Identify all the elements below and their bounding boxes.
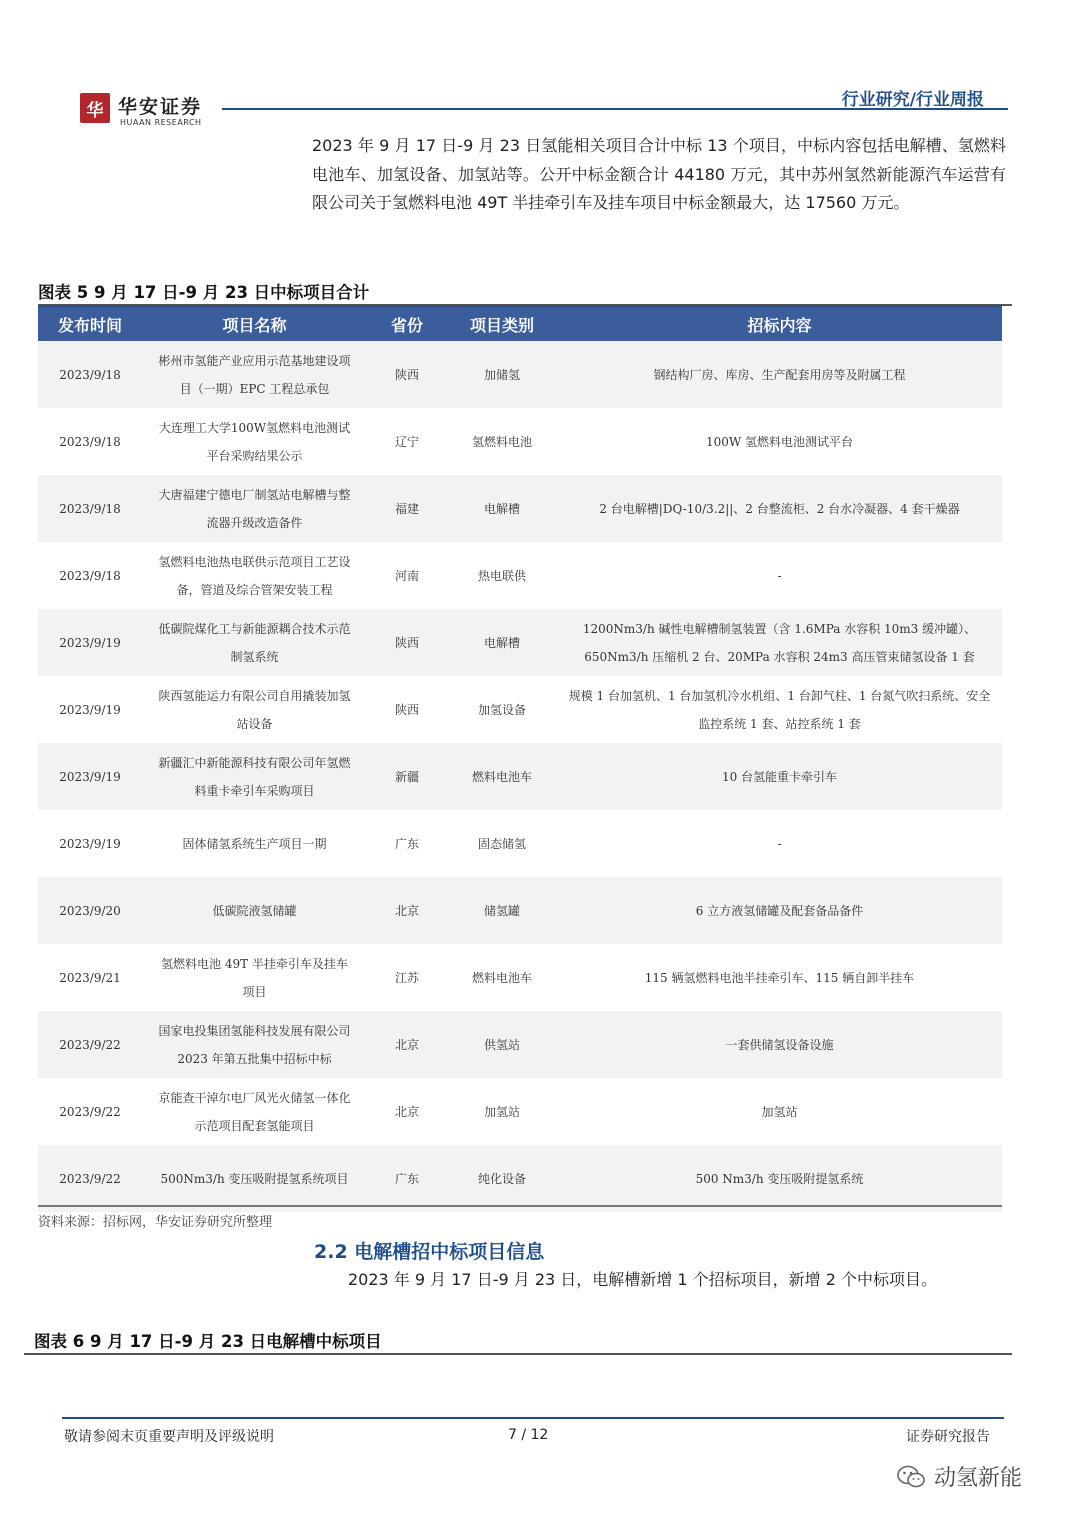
watermark (896, 1461, 1022, 1492)
intro-paragraph: 2023 年 9 月 17 日-9 月 23 日氢能相关项目合计中标 13 个项目，中标内容包括电解槽、氢燃料电池车、加氢设备、加氢站等。公开中标金额合计 44180 万元，其中苏州氢然新能源汽车运营有限公司关于氢燃料电池 49T 半挂牵引车及挂车项目中标金额最大，达 17560 万元。 (312, 136, 1006, 212)
table-row (38, 810, 1002, 877)
cell-project: 氢燃料电池热电联供示范项目工艺设备，管道及综合管架安装工程 (142, 542, 367, 609)
table-row (38, 1078, 1002, 1145)
table-header-row (38, 306, 1002, 341)
cell-date: 2023/9/19 (38, 676, 142, 743)
cell-date: 2023/9/20 (38, 877, 142, 944)
cell-category: 固态储氢 (447, 810, 557, 877)
column-header-project: 项目名称 (142, 306, 367, 341)
cell-content: 2 台电解槽|DQ-10/3.2||、2 台整流柜、2 台水冷凝器、4 套干燥器 (557, 475, 1002, 542)
cell-content: 1200Nm3/h 碱性电解槽制氢装置（含 1.6MPa 水容积 10m3 缓冲罐）、650Nm3/h 压缩机 2 台、20MPa 水容积 24m3 高压管束储氢设备 1 套 (557, 609, 1002, 676)
cell-content: 10 台氢能重卡牵引车 (557, 743, 1002, 810)
section-paragraph: 2023 年 9 月 17 日-9 月 23 日，电解槽新增 1 个招标项目，新增 2 个中标项目。 (348, 1270, 937, 1289)
cell-content: 钢结构厂房、库房、生产配套用房等及附属工程 (557, 341, 1002, 408)
wechat-icon (896, 1464, 926, 1490)
cell-content: 一套供储氢设备设施 (557, 1011, 1002, 1078)
cell-category: 燃料电池车 (447, 944, 557, 1011)
table-row (38, 1011, 1002, 1078)
cell-category: 热电联供 (447, 542, 557, 609)
footer-disclaimer: 敬请参阅末页重要声明及评级说明 (64, 1429, 274, 1445)
cell-date: 2023/9/22 (38, 1145, 142, 1212)
cell-date: 2023/9/18 (38, 408, 142, 475)
bid-table (38, 305, 1002, 1212)
cell-date: 2023/9/18 (38, 341, 142, 408)
cell-category: 供氢站 (447, 1011, 557, 1078)
cell-province: 福建 (367, 475, 447, 542)
figure-6-caption: 图表 6 9 月 17 日-9 月 23 日电解槽中标项目 (34, 1332, 382, 1351)
cell-content: 115 辆氢燃料电池半挂牵引车、115 辆自卸半挂车 (557, 944, 1002, 1011)
cell-date: 2023/9/19 (38, 810, 142, 877)
logo-text: 华安证券 (118, 96, 203, 118)
table-bottom-rule (38, 1205, 1002, 1207)
cell-content: - (557, 810, 1002, 877)
table-row (38, 1145, 1002, 1212)
cell-date: 2023/9/22 (38, 1078, 142, 1145)
footer-rule (62, 1417, 1004, 1419)
report-category: 行业研究/行业周报 (841, 90, 984, 110)
cell-project: 大唐福建宁德电厂制氢站电解槽与整流器升级改造备件 (142, 475, 367, 542)
cell-category: 氢燃料电池 (447, 408, 557, 475)
cell-project: 500Nm3/h 变压吸附提氢系统项目 (142, 1145, 367, 1212)
cell-category: 加氢站 (447, 1078, 557, 1145)
cell-content: 加氢站 (557, 1078, 1002, 1145)
section-heading: 2.2 电解槽招中标项目信息 (314, 1241, 545, 1263)
cell-project: 国家电投集团氢能科技发展有限公司 2023 年第五批集中招标中标 (142, 1011, 367, 1078)
cell-content: 500 Nm3/h 变压吸附提氢系统 (557, 1145, 1002, 1212)
caption-rule (24, 1353, 1012, 1355)
cell-category: 加氢设备 (447, 676, 557, 743)
cell-province: 北京 (367, 1078, 447, 1145)
table-row (38, 542, 1002, 609)
table-source-note: 资料来源：招标网，华安证券研究所整理 (38, 1215, 273, 1230)
cell-province: 江苏 (367, 944, 447, 1011)
cell-category: 储氢罐 (447, 877, 557, 944)
cell-date: 2023/9/19 (38, 743, 142, 810)
cell-project: 氢燃料电池 49T 半挂牵引车及挂车项目 (142, 944, 367, 1011)
cell-project: 新疆汇中新能源科技有限公司年氢燃料重卡牵引车采购项目 (142, 743, 367, 810)
cell-content: 规模 1 台加氢机、1 台加氢机冷水机组、1 台卸气柱、1 台氮气吹扫系统、安全监控系统 1 套、站控系统 1 套 (557, 676, 1002, 743)
column-header-province: 省份 (367, 306, 447, 341)
cell-content: 6 立方液氢储罐及配套备品备件 (557, 877, 1002, 944)
table-row (38, 341, 1002, 408)
cell-province: 广东 (367, 810, 447, 877)
table-row (38, 609, 1002, 676)
logo-mark: 华 (80, 93, 110, 123)
cell-province: 北京 (367, 877, 447, 944)
cell-project: 低碳院液氢储罐 (142, 877, 367, 944)
cell-project: 京能查干淖尔电厂风光火储氢一体化示范项目配套氢能项目 (142, 1078, 367, 1145)
column-header-content: 招标内容 (557, 306, 1002, 341)
cell-province: 陕西 (367, 341, 447, 408)
cell-province: 陕西 (367, 609, 447, 676)
cell-category: 加储氢 (447, 341, 557, 408)
cell-category: 电解槽 (447, 475, 557, 542)
cell-project: 低碳院煤化工与新能源耦合技术示范制氢系统 (142, 609, 367, 676)
cell-category: 电解槽 (447, 609, 557, 676)
cell-project: 大连理工大学100W氢燃料电池测试平台采购结果公示 (142, 408, 367, 475)
cell-date: 2023/9/18 (38, 542, 142, 609)
watermark-text: 动氢新能 (934, 1466, 1023, 1491)
cell-date: 2023/9/21 (38, 944, 142, 1011)
table-row (38, 408, 1002, 475)
table-row (38, 944, 1002, 1011)
page-number: 7 / 12 (508, 1427, 549, 1443)
cell-province: 北京 (367, 1011, 447, 1078)
cell-date: 2023/9/22 (38, 1011, 142, 1078)
cell-date: 2023/9/19 (38, 609, 142, 676)
cell-province: 辽宁 (367, 408, 447, 475)
table-row (38, 877, 1002, 944)
cell-content: - (557, 542, 1002, 609)
column-header-category: 项目类别 (447, 306, 557, 341)
table-row (38, 475, 1002, 542)
cell-date: 2023/9/18 (38, 475, 142, 542)
cell-province: 广东 (367, 1145, 447, 1212)
figure-5-caption: 图表 5 9 月 17 日-9 月 23 日中标项目合计 (38, 283, 370, 302)
column-header-date: 发布时间 (38, 306, 142, 341)
cell-province: 新疆 (367, 743, 447, 810)
table-row (38, 676, 1002, 743)
cell-project: 固体储氢系统生产项目一期 (142, 810, 367, 877)
table-row (38, 743, 1002, 810)
cell-content: 100W 氢燃料电池测试平台 (557, 408, 1002, 475)
cell-category: 纯化设备 (447, 1145, 557, 1212)
logo-subtext: HUAAN RESEARCH (120, 118, 202, 127)
cell-project: 陕西氢能运力有限公司自用撬装加氢站设备 (142, 676, 367, 743)
cell-province: 河南 (367, 542, 447, 609)
footer-report-type: 证券研究报告 (906, 1429, 990, 1445)
cell-category: 燃料电池车 (447, 743, 557, 810)
cell-province: 陕西 (367, 676, 447, 743)
cell-project: 彬州市氢能产业应用示范基地建设项目（一期）EPC 工程总承包 (142, 341, 367, 408)
